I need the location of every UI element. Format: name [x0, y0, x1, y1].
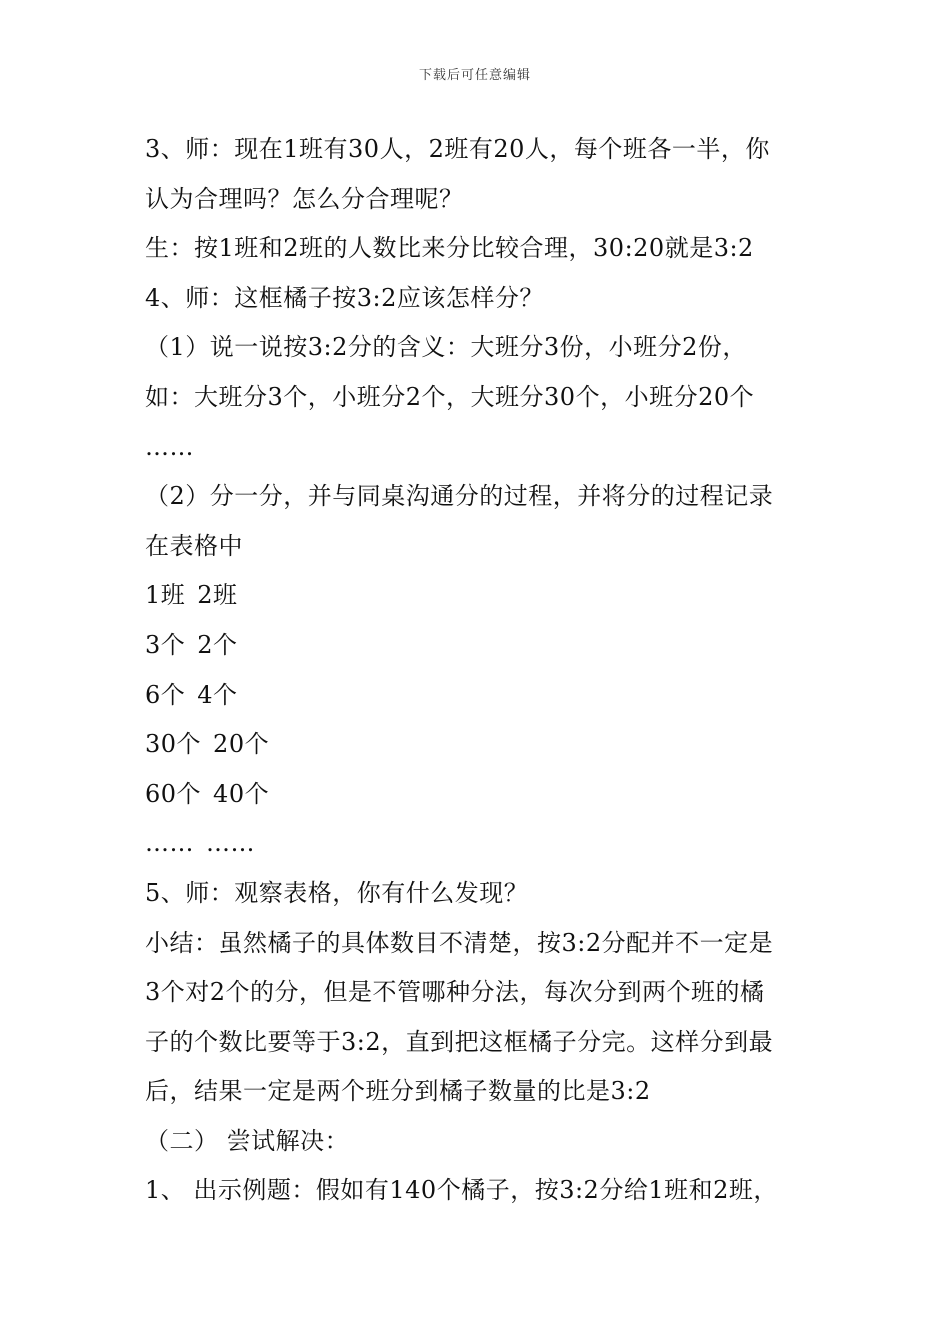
table-cell-class2: 40个 — [213, 779, 270, 808]
table-cell-class2: 2个 — [197, 630, 238, 659]
text-line: 子的个数比要等于3:2，直到把这框橘子分完。这样分到最 — [145, 1027, 774, 1056]
text-line: …… — [145, 432, 194, 461]
text-line: 后，结果一定是两个班分到橘子数量的比是3:2 — [145, 1077, 651, 1106]
table-row — [145, 720, 825, 770]
table-cell-class2: 4个 — [197, 680, 238, 709]
table-row — [145, 770, 825, 820]
section-heading: （二） 尝试解决： — [145, 1126, 350, 1155]
table-row — [145, 571, 825, 621]
table-row — [145, 819, 825, 869]
text-line: 4、师：这框橘子按3:2应该怎样分？ — [145, 283, 544, 312]
table-cell-class1: …… — [145, 829, 194, 858]
text-line: 3个对2个的分，但是不管哪种分法，每次分到两个班的橘 — [145, 978, 765, 1007]
table-cell-class2: …… — [206, 829, 255, 858]
table-cell-class1: 60个 — [145, 779, 202, 808]
text-line: 如：大班分3个，小班分2个，大班分30个，小班分20个 — [145, 382, 755, 411]
text-line: 3、师：现在1班有30人，2班有20人，每个班各一半，你 — [145, 135, 770, 163]
text-line: 1、 出示例题：假如有140个橘子，按3:2分给1班和2班， — [145, 1176, 778, 1205]
text-line: （2）分一分，并与同桌沟通分的过程，并将分的过程记录 — [145, 482, 774, 511]
text-line: 在表格中 — [145, 531, 243, 560]
table-cell-class2: 2班 — [197, 581, 238, 610]
text-line: 5、师：观察表格，你有什么发现？ — [145, 878, 529, 907]
text-line: （1）说一说按3:2分的含义：大班分3份，小班分2份， — [145, 333, 747, 362]
text-line: 生：按1班和2班的人数比来分比较合理，30:20就是3:2 — [145, 234, 754, 263]
table-cell-class2: 20个 — [213, 730, 270, 759]
table-cell-class1: 6个 — [145, 680, 186, 709]
table-cell-class1: 30个 — [145, 730, 202, 759]
table-cell-class1: 3个 — [145, 630, 186, 659]
text-line: 小结：虽然橘子的具体数目不清楚，按3:2分配并不一定是 — [145, 928, 774, 957]
document-body — [145, 125, 825, 1216]
table-row — [145, 671, 825, 721]
table-row — [145, 621, 825, 671]
text-line: 认为合理吗？怎么分合理呢？ — [145, 184, 464, 213]
page-header: 下载后可任意编辑 — [418, 68, 531, 83]
table-cell-class1: 1班 — [145, 581, 186, 610]
